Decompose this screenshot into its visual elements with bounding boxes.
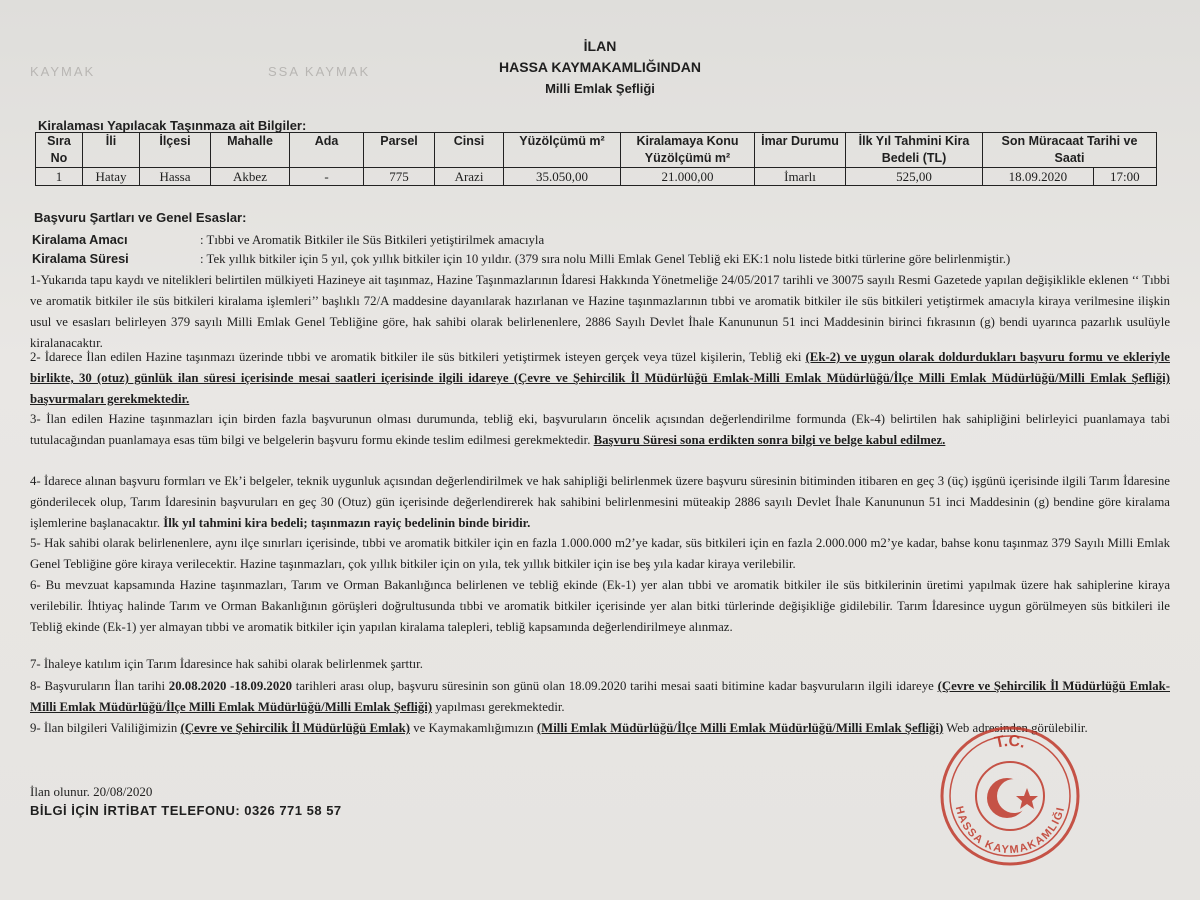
paragraph-3 (30, 409, 1170, 451)
col-header: İlçesi (140, 133, 211, 168)
table-cell: 17:00 (1093, 168, 1156, 186)
seal-icon (935, 718, 1088, 873)
paragraph-9-text-3: Web adresinden görülebilir. (943, 721, 1088, 735)
seal-top-text: T.C. (993, 732, 1028, 752)
col-header: Sıra No (36, 133, 83, 168)
purpose-row (32, 230, 544, 250)
paragraph-1: 1-Yukarıda tapu kaydı ve nitelikleri belirtilen mülkiyeti Hazineye ait taşınmaz, Hazine Taşınmazlarının İdaresi Hakkında Yönetmeliğe 24/05/2017 tarihli ve 30075 sayılı Resmi Gazetede yapılan değişiklikle eklenen ‘‘ Tıbbi ve aromatik bitkiler ile süs bitkileri kiralama işlemleri’’ başlıklı 72/A maddesine dayanılarak hazırlanan ve Hazine taşınmazlarının tıbbi ve aromatik bitkiler ile süs bitkileri yetiştirmek amacıyla kiraya verilmesine ilişkin usul ve esasları belirleyen 379 sayılı Milli Emlak Genel Tebliğine göre, hak sahibi olarak belirlenenlere, 2886 Sayılı Devlet İhale Kanununun 51 inci Maddesinin birinci fıkrasının (g) bendi uyarınca pazarlık usulüyle kiralanacaktır. (30, 273, 1170, 350)
paragraph-8-emphasis: (Çevre ve Şehircilik İl Müdürlüğü Emlak-Milli Emlak Müdürlüğü/İlçe Milli Emlak Müdürlüğü/Milli Emlak Şefliği) (30, 679, 1170, 714)
table-cell: 21.000,00 (621, 168, 755, 186)
col-header: Cinsi (435, 133, 504, 168)
col-header: İmar Durumu (755, 133, 846, 168)
paragraph-3-emphasis: Başvuru Süresi sona erdikten sonra bilgi ve belge kabul edilmez. (593, 433, 946, 447)
paragraph-8-text-2: tarihleri arası olup, başvuru süresinin son günü olan 18.09.2020 tarihi mesai saati bitimine kadar başvuruların ilgili idareye (292, 679, 938, 693)
paragraph-9-emphasis: (Çevre ve Şehircilik İl Müdürlüğü Emlak) (180, 721, 410, 735)
paragraph-2 (30, 347, 1170, 410)
duration-row (32, 249, 1010, 269)
issuer-title: HASSA KAYMAKAMLIĞINDAN (499, 59, 701, 75)
table-cell: 775 (364, 168, 435, 186)
table-cell: 18.09.2020 (983, 168, 1094, 186)
paragraph-8-dates: 20.08.2020 -18.09.2020 (168, 679, 293, 693)
seal-bottom-text: HASSA KAYMAKAMLIĞI (952, 804, 1068, 857)
announcement-date: İlan olunur. 20/08/2020 (30, 784, 153, 799)
paragraph-8-text-3: yapılması gerekmektedir. (432, 700, 565, 714)
announcement-title: İLAN (583, 38, 617, 54)
paragraph-9-emphasis-2: (Milli Emlak Müdürlüğü/İlçe Milli Emlak Müdürlüğü/Milli Emlak Şefliği) (536, 721, 944, 735)
show-through-text: SSA KAYMAK (268, 64, 371, 79)
purpose-value: : Tıbbi ve Aromatik Bitkiler ile Süs Bitkileri yetiştirilmek amacıyla (200, 233, 545, 247)
col-header: Kiralamaya Konu Yüzölçümü m² (621, 133, 755, 168)
paragraph-7: 7- İhaleye katılım için Tarım İdaresince hak sahibi olarak belirlenmek şarttır. (30, 657, 423, 671)
paragraph-8-text: 8- Başvuruların İlan tarihi (30, 679, 169, 693)
paragraph-4 (30, 471, 1170, 534)
table-cell: Hatay (83, 168, 140, 186)
paragraph-9-text: 9- İlan bilgileri Valiliğimizin (30, 721, 181, 735)
col-header: İli (83, 133, 140, 168)
purpose-label: Kiralama Amacı (32, 232, 128, 247)
paragraph-5: 5- Hak sahibi olarak belirlenenlere, aynı ilçe sınırları içerisinde, tıbbi ve aromatik bitkiler için en fazla 1.000.000 m2’ye kadar, süs bitkileri için en fazla 2.000.000 m2’ye kadar, bahse konu taşınmaz 379 Sayılı Milli Emlak Genel Tebliğine göre kiraya verilecektir. Hazine taşınmazları, çok yıllık bitkiler için on yıla, tek yıllık bitkiler için ise beş yıla kadar kiraya verilebilir. (30, 536, 1170, 571)
col-header: Son Müracaat Tarihi ve Saati (983, 133, 1157, 168)
table-title: Kiralaması Yapılacak Taşınmaza ait Bilgiler: (38, 118, 307, 133)
conditions-title: Başvuru Şartları ve Genel Esaslar: (34, 210, 247, 225)
col-header: Ada (290, 133, 364, 168)
table-cell: 1 (36, 168, 83, 186)
paragraph-4-emphasis: İlk yıl tahmini kira bedeli; taşınmazın rayiç bedelinin binde biridir. (163, 516, 531, 530)
table-cell: İmarlı (755, 168, 846, 186)
paragraph-3-text: 3- İlan edilen Hazine taşınmazları için birden fazla başvurunun olması durumunda, tebliğ eki, başvuruların öncelik açısından değerlendirilme formunda (Ek-4) belirtilen hak sahipliğini belirleyici puanlamaya tabi tutulacağından puanlamaya esas tüm bilgi ve belgelerin başvuru formu ekinde teslim edilmesi gerekmektedir. (30, 412, 1170, 447)
col-header: Parsel (364, 133, 435, 168)
col-header: Mahalle (211, 133, 290, 168)
table-cell: 525,00 (846, 168, 983, 186)
table-cell: 35.050,00 (504, 168, 621, 186)
contact-phone: BİLGİ İÇİN İRTİBAT TELEFONU: 0326 771 58 57 (30, 803, 342, 818)
col-header: Yüzölçümü m² (504, 133, 621, 168)
table-header-row (36, 133, 1157, 168)
paragraph-9-text-2: ve Kaymakamlığımızın (410, 721, 537, 735)
table-cell: Hassa (140, 168, 211, 186)
show-through-text: KAYMAK (30, 64, 96, 79)
table-row (36, 168, 1157, 186)
property-table (35, 132, 1157, 186)
paragraph-2-text: 2- İdarece İlan edilen Hazine taşınmazı üzerinde tıbbi ve aromatik bitkiler ile süs bitkileri yetiştirmek isteyen gerçek veya tüzel kişilerin, Tebliğ eki (30, 350, 806, 364)
paragraph-2-emphasis: (Ek-2) ve uygun olarak doldurdukları başvuru formu ve ekleriyle birlikte, 30 (otuz) günlük ilan süresi içerisinde mesai saatleri içerisinde ilgili idareye (Çevre ve Şehircilik İl Müdürlüğü Emlak-Milli Emlak Müdürlüğü/İlçe Milli Emlak Müdürlüğü/Milli Emlak Şefliği) başvurmaları gerekmektedir. (30, 350, 1170, 406)
table-cell: Akbez (211, 168, 290, 186)
issuer-subtitle: Milli Emlak Şefliği (545, 81, 655, 96)
duration-label: Kiralama Süresi (32, 251, 129, 266)
col-header: İlk Yıl Tahmini Kira Bedeli (TL) (846, 133, 983, 168)
paragraph-8 (30, 676, 1170, 718)
official-seal (935, 718, 1088, 873)
table-cell: Arazi (435, 168, 504, 186)
duration-value: : Tek yıllık bitkiler için 5 yıl, çok yıllık bitkiler için 10 yıldır. (379 sıra nolu Milli Emlak Genel Tebliğ eki EK:1 nolu listede bitki türlerine göre belirlenmiştir.) (200, 252, 1011, 266)
table-cell: - (290, 168, 364, 186)
paragraph-6: 6- Bu mevzuat kapsamında Hazine taşınmazları, Tarım ve Orman Bakanlığınca belirlenen ve tebliğ ekinde (Ek-1) yer alan tıbbi ve aromatik bitkiler ile süs bitkilerinin üretimi yapılmak üzere hak sahiplerine kiraya verilebilir. İhtiyaç halinde Tarım ve Orman Bakanlığının görüşleri doğrultusunda tıbbi ve aromatik bitkiler içerisinde yer alan bitki türlerinde değişikliğe gidilebilir. Tarım İdaresince uygun görülmeyen süs bitkileri ile Tebliğ ekinde (Ek-1) yer almayan tıbbi ve aromatik bitkiler için yapılan kiralama talepleri, tebliğ kapsamında değerlendirilmeye alınmaz. (30, 578, 1170, 634)
paragraph-4-text: 4- İdarece alınan başvuru formları ve Ek’i belgeler, teknik uygunluk açısından değerlendirilmek ve hak sahipliği belirlenmek üzere başvuru süresinin bitiminden itibaren en geç 3 (üç) işgünü içerisinde ilgili Tarım İdaresine gönderilecek olup, Tarım İdaresinin başvuruları en geç 30 (Otuz) gün içerisinde değerlendirerek hak sahibini belirlenmesini müteakip 2886 sayılı Devlet İhale Kanununun 51 inci Maddesinin (g) bendine göre kiralama işlemlerine başlanacaktır. (30, 474, 1170, 530)
